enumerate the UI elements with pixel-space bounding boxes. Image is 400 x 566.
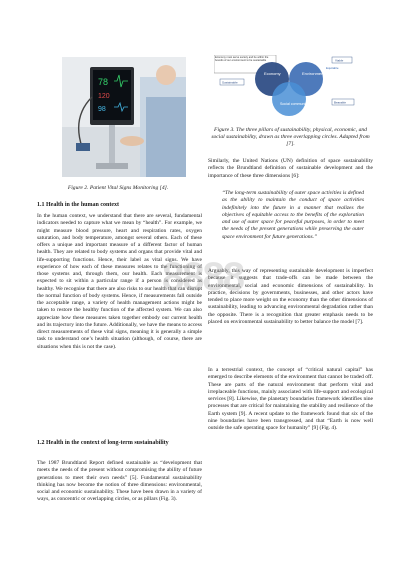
vital-signs-monitor-illustration <box>62 57 186 177</box>
paragraph-tradeoffs: Arguably, this way of representing sustainable development is imperfect because it suggests that trade-offs can be made between the environmental, social and economic dimensions of sustainability. In practice, decisions by governments, businesses, and other actors have tended to place more weight on the economy than the other dimensions of sustainability, leading to advancing environmental degradation rather than the opposite. There is a recognition that greater emphasis needs to be placed on environmental sustainability to better balance the model [7]. <box>208 268 373 325</box>
monitor-heart-rate: 78 <box>98 77 109 87</box>
figure-3-caption: Figure 3. The three pillars of sustainability, physical, economic, and social sustainability, drawn as three overlapping circles. Adapted from [7]. <box>211 127 370 147</box>
monitor-blood-pressure: 120 <box>98 93 110 100</box>
paragraph-brundtland: The 1987 Brundtland Report defined sustainable as “development that meets the needs of the present without compromising the ability of future generations to meet their own needs” [5]. Fundamental sustainability thinking has now become the notion of three dimensions: environmental, social and economic sustainability. These have been drawn in a variety of ways, as concentric or overlapping circles, or as pillars (Fig. 3). <box>37 460 202 503</box>
sustainable-label: Sustainable <box>222 80 238 85</box>
social-circle <box>272 82 309 116</box>
watermark: 8888 <box>162 255 243 299</box>
paragraph-critical-natural-capital: In a terrestrial context, the concept of “critical natural capital” has emerged to describe elements of the environment that cannot be traded off. These are parts of the natural environment that perform vital and irreplaceable functions, mainly associated with life-support and ecological services [8]. Likewise, the planetary boundaries framework identifies nine processes that are critical for maintaining the stability and resilience of the Earth system [9]. A recent update to the framework found that six of the nine boundaries have been transgressed, and that “Earth is now well outside the safe operating space for humanity” [9] (Fig. 4). <box>208 367 373 431</box>
social-label: Social community <box>280 102 309 106</box>
economy-label: Economy <box>264 71 281 76</box>
section-heading-1-2: 1.2 Health in the context of long-term sustainability <box>37 440 169 446</box>
section-heading-1-1: 1.1 Health in the human context <box>37 202 120 208</box>
sustainability-circles-diagram <box>214 55 364 120</box>
paragraph-un-definition: Similarly, the United Nations (UN) definition of space sustainability reflects the Brundtland definition of sustainable development and the importance of these three dimensions [6]: <box>208 158 373 179</box>
figure-3-note-box: Economy must serve society and be within the bounds of our environment to be sustainable <box>215 56 269 63</box>
paragraph-health-human-context: In the human context, we understand that there are several, fundamental indicators needed to capture what we mean by “health”. For example, we might measure blood pressure, heart and respiration rates, oxygen saturation, and body temperature, amongst several others. Each of these offers a unique and important measure of a different factor of human health. They are related to body systems and organs that provide vital and life-supporting functions. Hence, their label as vital signs. We have experience of how each of these measures relates to the functioning of those systems and, through them, our health. Each measurement is expected to sit within a particular range if a person is considered as healthy. We recognise that there are also risks to our health that can disrupt the normal function of body systems. Hence, if measurements fall outside the acceptable range, a variety of health management actions might be taken to restore the healthy function of the affected system. We can also appreciate how these measures taken together embody our current health and its trajectory into the future. Additionally, we have the means to access direct measurements of these vital signs, meaning it is generally a simple task to understand one’s health situation (although, of course, there are situations when this is not the case). <box>37 213 202 350</box>
environment-label: Environment <box>302 71 325 76</box>
un-quote: “The long-term sustainability of outer space activities is defined as the ability to maintain the conduct of space activities indefinitely into the future in a manner that realizes the objectives of equitable access to the benefits of the exploration and use of outer space for peaceful purposes, in order to meet the needs of the present generations while preserving the outer space environment for future generations.” <box>222 190 364 240</box>
equitable-label: Equitable <box>326 66 339 70</box>
figure-3-diagram <box>214 55 364 120</box>
figure-2-caption: Figure 2. Patient Vital Signs Monitoring [4]. <box>67 185 169 191</box>
monitor-oxygen: 98 <box>98 106 106 113</box>
figure-2-image <box>62 57 186 177</box>
bearable-label: Bearable <box>334 100 347 105</box>
viable-label: Viable <box>335 58 344 63</box>
